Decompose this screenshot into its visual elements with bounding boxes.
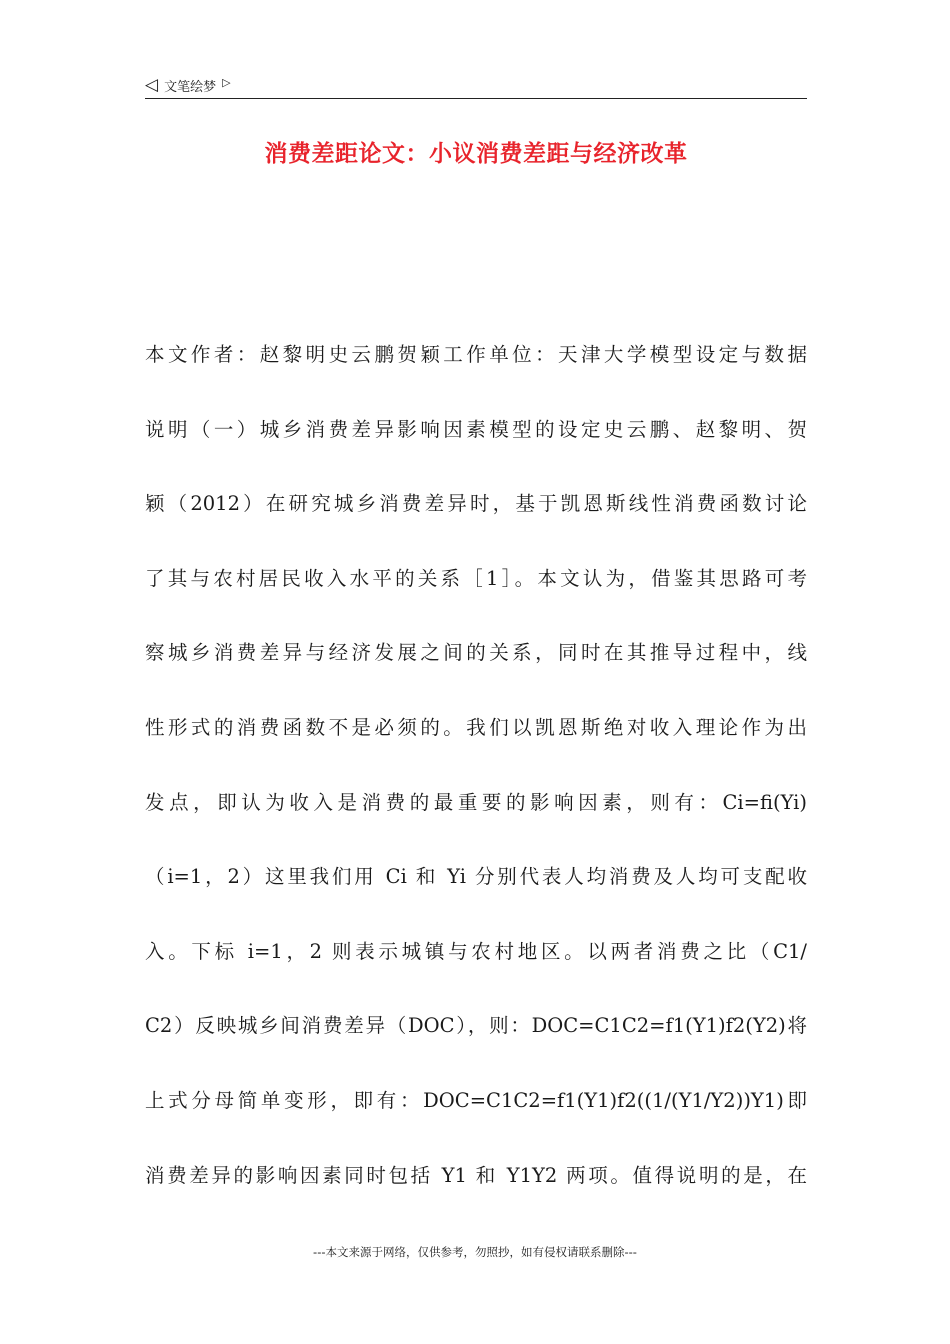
brand-name: 文笔绘梦 — [164, 79, 217, 95]
right-triangle-icon: ▷ — [222, 75, 231, 89]
body-paragraph — [145, 318, 807, 1213]
body-line: （i=1，2）这里我们用 Ci 和 Yi 分别代表人均消费及人均可支配收 — [145, 865, 807, 889]
body-line: C2）反映城乡间消费差异（DOC），则：DOC=C1C2=f1(Y1)f2(Y2)将 — [145, 1014, 807, 1038]
body-line: 说明（一）城乡消费差异影响因素模型的设定史云鹏、赵黎明、贺 — [145, 417, 807, 441]
body-line: 发点，即认为收入是消费的最重要的影响因素，则有：Ci=fi(Yi) — [145, 790, 807, 814]
body-line: 了其与农村居民收入水平的关系［1］。本文认为，借鉴其思路可考 — [145, 566, 807, 590]
body-line: 入。下标 i=1，2 则表示城镇与农村地区。以两者消费之比（C1/ — [145, 939, 807, 963]
left-triangle-icon: ◁ — [145, 74, 159, 95]
body-line: 上式分母简单变形，即有：DOC=C1C2=f1(Y1)f2((1/(Y1/Y2))Y1)即 — [145, 1088, 807, 1112]
body-line: 颖（2012）在研究城乡消费差异时，基于凯恩斯线性消费函数讨论 — [145, 492, 807, 516]
body-line: 性形式的消费函数不是必须的。我们以凯恩斯绝对收入理论作为出 — [145, 715, 807, 739]
body-line: 消费差异的影响因素同时包括 Y1 和 Y1Y2 两项。值得说明的是，在 — [145, 1163, 807, 1187]
page-footer: ---本文来源于网络，仅供参考，勿照抄，如有侵权请联系删除--- — [313, 1245, 637, 1259]
body-line: 本文作者：赵黎明史云鹏贺颖工作单位：天津大学模型设定与数据 — [145, 343, 807, 366]
body-line: 察城乡消费差异与经济发展之间的关系，同时在其推导过程中，线 — [145, 641, 807, 665]
page-header — [145, 72, 807, 99]
document-title: 消费差距论文：小议消费差距与经济改革 — [264, 141, 688, 167]
